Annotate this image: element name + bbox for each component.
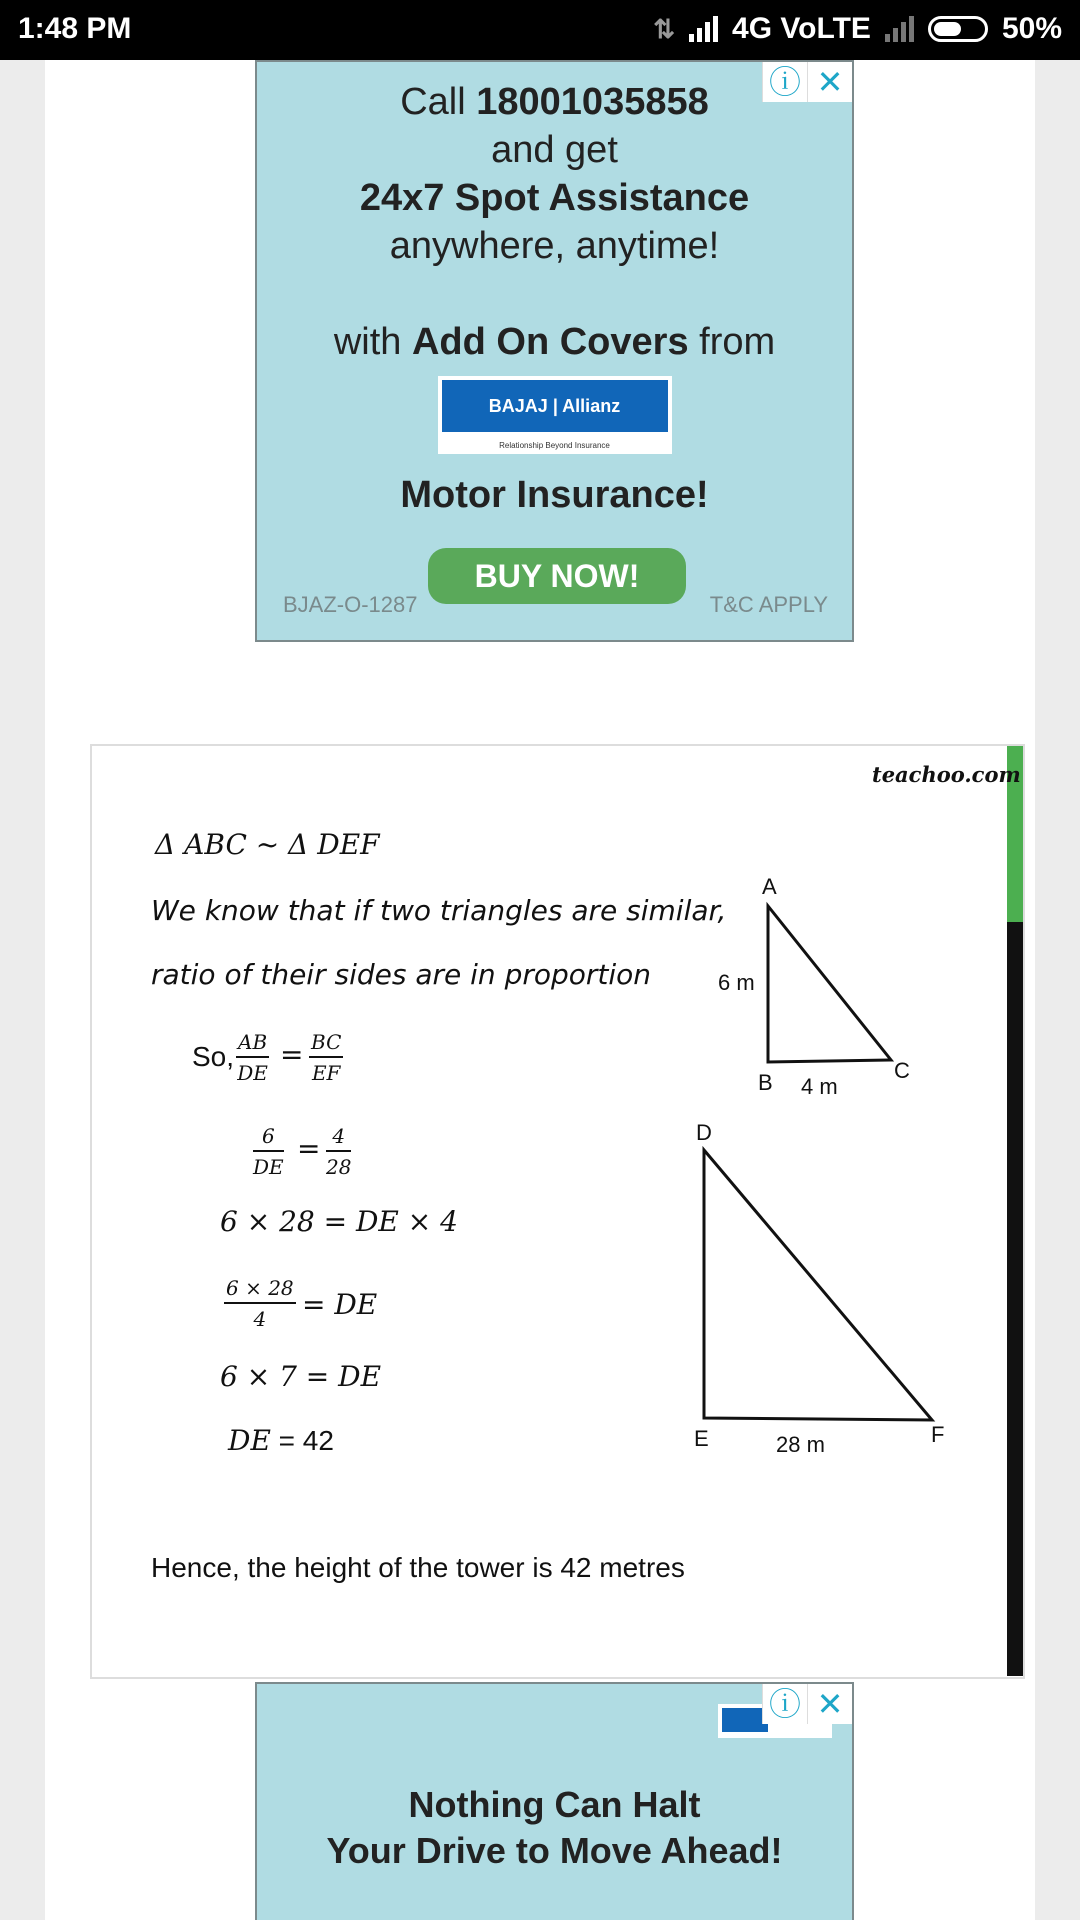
ad-code: BJAZ-O-1287 [283,592,418,617]
card-scrollbar[interactable] [1007,746,1023,1676]
status-bar [0,0,1080,60]
result-variable: DE [228,1424,271,1457]
ad-covers-bold: Add On Covers [411,321,689,363]
ad-banner-top[interactable] [255,60,854,642]
similarity-statement: Δ ABC ~ Δ DEF [155,828,380,861]
side-label-ef: 28 m [776,1432,825,1457]
step-cross-multiply: 6 × 28 = DE × 4 [220,1205,458,1238]
fraction-numerator: 6 × 28 [224,1274,296,1304]
vertex-label-f: F [931,1422,945,1447]
network-type: 4G VoLTE [732,12,871,45]
ad-banner-bottom[interactable] [255,1682,854,1920]
ad-bottom-line-1: Nothing Can Halt [408,1784,701,1825]
ad-bottom-line-2: Your Drive to Move Ahead! [326,1830,783,1871]
fraction-numerator: 4 [326,1122,351,1152]
rule-line-1: We know that if two triangles are similar, [151,894,727,927]
fraction-denominator: DE [253,1155,284,1179]
ad-line-3: 24x7 Spot Assistance [359,177,750,219]
fraction-denominator: EF [311,1061,341,1085]
fraction-6-de [253,1122,284,1182]
ad-close-icon[interactable]: ✕ [807,1684,852,1724]
fraction-ab-de [236,1028,269,1088]
side-label-ab: 6 m [718,970,755,995]
vertex-label-a: A [762,874,777,899]
fraction-denominator: 28 [326,1155,352,1179]
ad-info-icon[interactable]: ⓘ [762,1684,807,1724]
vertex-label-c: C [894,1058,910,1083]
ad-covers-line [257,318,852,366]
fraction-numerator: BC [309,1028,343,1058]
vertex-label-d: D [696,1120,712,1145]
logo-wordmark: BAJAJ | Allianz [442,380,668,432]
ad-product: Motor Insurance! [400,474,709,516]
rule-line-2: ratio of their sides are in proportion [151,958,652,991]
conclusion: Hence, the height of the tower is 42 metres [151,1552,685,1583]
step-simplify: 6 × 7 = DE [220,1360,382,1393]
result-value: = 42 [278,1425,334,1456]
ad-info-icon[interactable]: ⓘ [762,62,807,102]
fraction-denominator: 4 [253,1307,267,1331]
vertex-label-e: E [694,1426,709,1451]
signal-icon [689,16,718,42]
result-line [228,1424,334,1457]
vertex-label-b: B [758,1070,773,1095]
side-label-bc: 4 m [801,1074,838,1099]
ad-covers-prefix: with [333,321,402,363]
ad-close-icon[interactable]: ✕ [807,62,852,102]
status-time: 1:48 PM [18,12,132,45]
fraction-6x28-4 [224,1274,296,1334]
fraction-numerator: 6 [253,1122,284,1152]
fraction-numerator: AB [236,1028,269,1058]
so-label: So, [192,1041,235,1072]
data-transfer-icon: ⇅ [653,13,676,44]
teachoo-watermark: teachoo.com [872,762,1021,787]
ad-covers-suffix: from [699,321,776,363]
status-indicators [653,12,1062,46]
ad-call-prefix: Call [400,81,466,123]
ad-line-4: anywhere, anytime! [389,225,720,267]
ad-controls [762,1684,852,1724]
ad-phone-number[interactable]: 18001035858 [476,81,709,123]
ad-controls [762,62,852,102]
bajaj-allianz-logo [438,376,672,454]
fraction-4-28 [326,1122,351,1182]
fraction-denominator: DE [237,1061,268,1085]
equals-sign: = [280,1038,304,1071]
battery-icon [928,16,988,42]
equals-de: = DE [302,1288,378,1321]
ad-terms[interactable]: T&C APPLY [709,592,828,617]
logo-tagline: Relationship Beyond Insurance [499,441,610,450]
ad-line-2: and get [491,129,618,171]
no-signal-icon [885,16,914,42]
fraction-bc-ef [309,1028,343,1088]
buy-now-button[interactable]: BUY NOW! [428,548,686,604]
battery-percent: 50% [1001,12,1062,45]
equals-sign: = [297,1132,321,1165]
